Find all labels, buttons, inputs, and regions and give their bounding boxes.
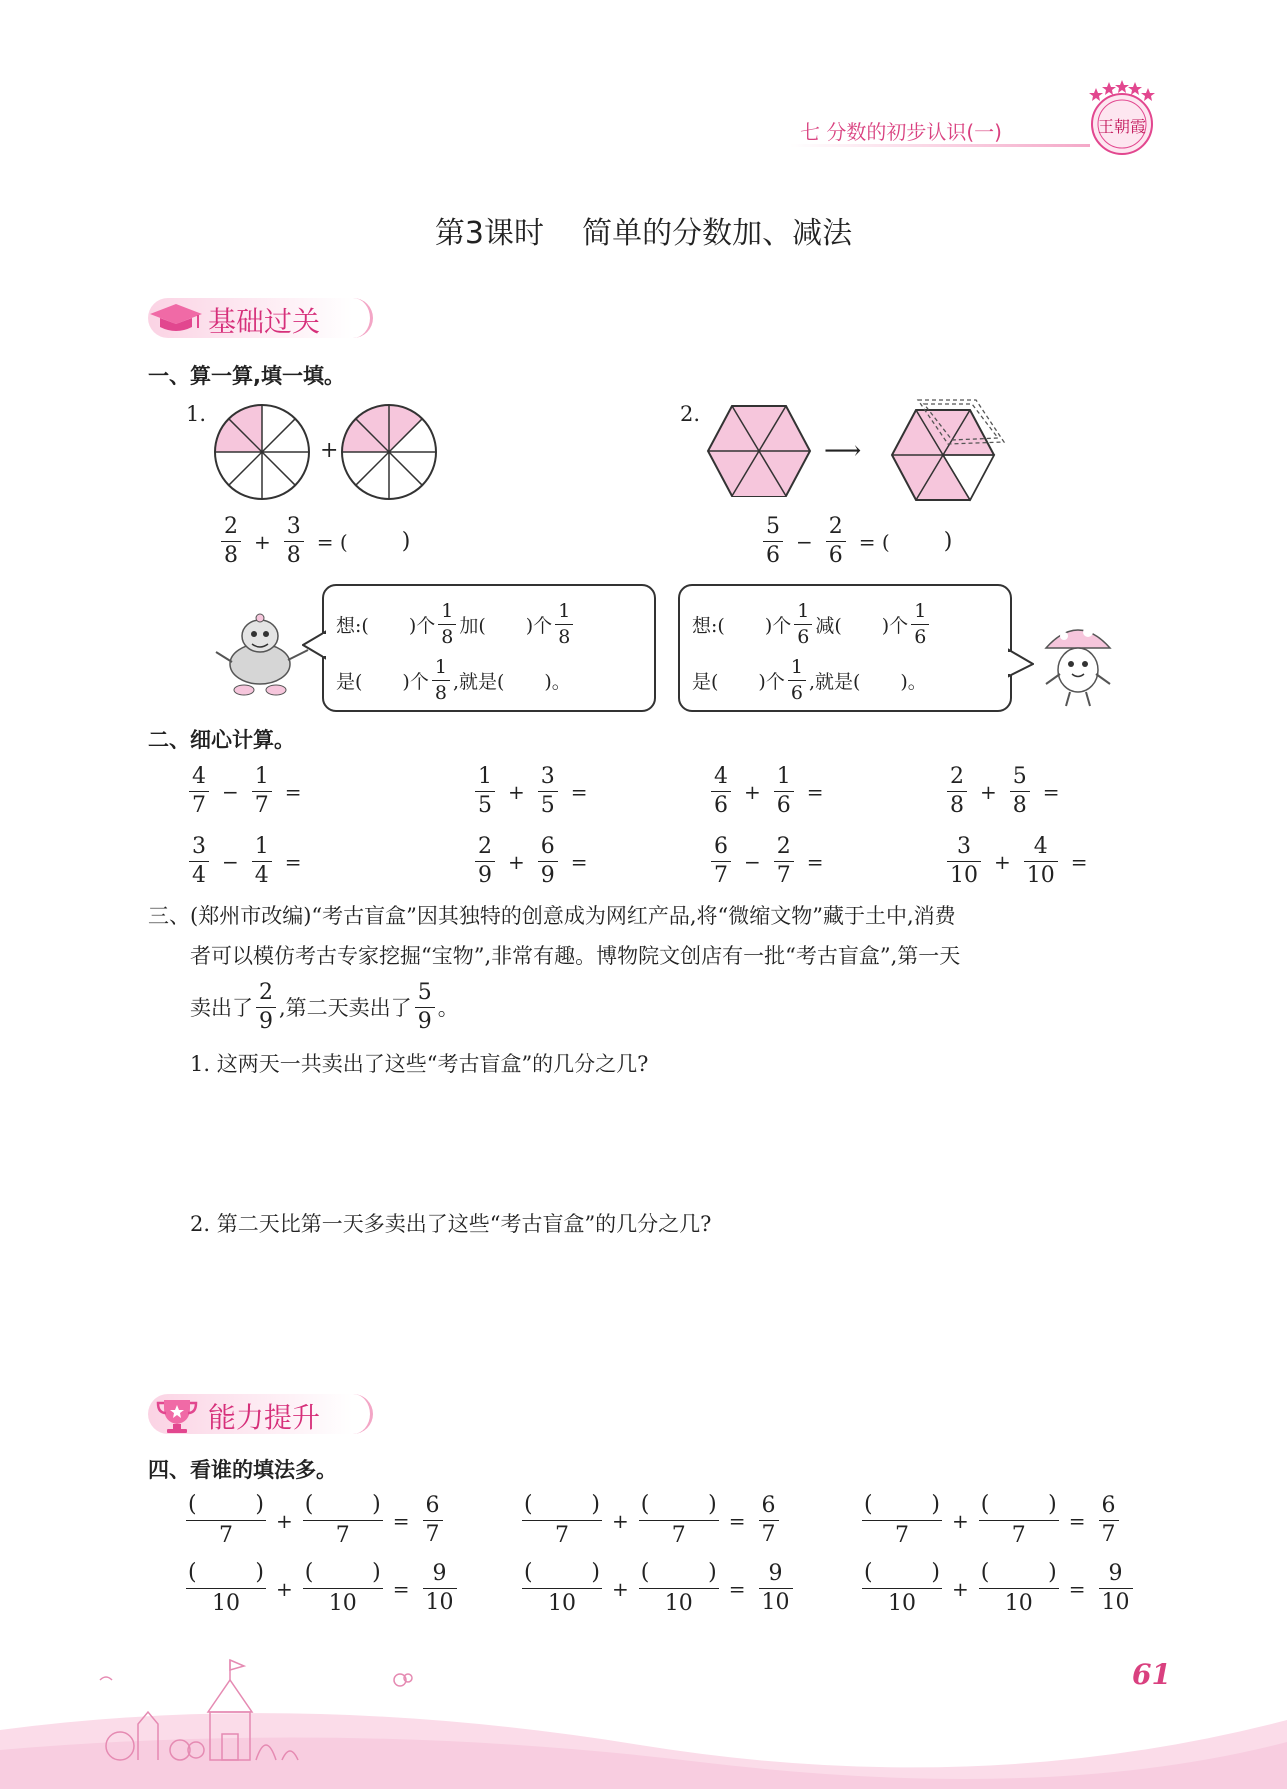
blank-fraction[interactable]: ( ) 7 xyxy=(188,1492,264,1548)
q3-sub1: 1. 这两天一共卖出了这些“考古盲盒”的几分之几? xyxy=(190,1052,649,1076)
bubble-tail xyxy=(1008,648,1034,678)
q3-answer-area-1[interactable] xyxy=(190,1090,1090,1200)
blank-fraction[interactable]: ( ) 10 xyxy=(188,1560,264,1616)
q2-calculation-grid xyxy=(186,766,1106,896)
lesson-title: 第3课时 简单的分数加、减法 xyxy=(434,216,853,251)
badge-text: 王朝霞 xyxy=(1097,117,1147,136)
brand-badge-icon xyxy=(1078,78,1166,158)
q3-sub2: 2. 第二天比第一天多卖出了这些“考古盲盒”的几分之几? xyxy=(190,1212,712,1236)
fill-item: ( ) 10 + ( ) 10 = $\frac{9}{10}$ xyxy=(862,1562,1136,1615)
circle-eighths-three-shaded xyxy=(340,403,438,501)
blank-fraction[interactable]: ( ) 10 xyxy=(980,1560,1057,1616)
q1-title: 一、算一算,填一填。 xyxy=(148,364,345,388)
fill-item: ( ) 7 + ( ) 7 = $\frac{6}{7}$ xyxy=(186,1494,446,1547)
mushroom-mascot-icon xyxy=(1040,614,1116,710)
q1-p2-expression: 5 6 − $\frac{2}{6}$ = ( ) xyxy=(760,516,952,567)
calc-item: 3 10 + $\frac{4}{10}$ = xyxy=(944,836,1158,887)
q1-p2-number: 2. xyxy=(680,402,701,426)
circle-eighths-two-shaded xyxy=(213,403,311,501)
q3-answer-area-2[interactable] xyxy=(190,1250,1090,1360)
q1-p1-number: 1. xyxy=(186,402,207,426)
blank-fraction[interactable]: ( ) 7 xyxy=(304,1492,381,1548)
hexagon-sixths-removed xyxy=(888,398,1014,502)
section-label: 基础过关 xyxy=(208,305,321,338)
blank-fraction[interactable]: ( ) 10 xyxy=(304,1560,381,1616)
section-label: 能力提升 xyxy=(208,1401,321,1434)
blank-fraction[interactable]: ( ) 10 xyxy=(640,1560,717,1616)
blank-fraction[interactable]: ( ) 7 xyxy=(864,1492,940,1548)
blank-fraction[interactable]: ( ) 7 xyxy=(980,1492,1057,1548)
plus-sign: + xyxy=(320,438,339,463)
fill-item: ( ) 10 + ( ) 10 = $\frac{9}{10}$ xyxy=(186,1562,460,1615)
trophy-icon xyxy=(154,1396,200,1434)
section-banner-advanced xyxy=(148,1394,373,1434)
blank-fraction[interactable]: ( ) 7 xyxy=(524,1492,600,1548)
section-banner-basic xyxy=(148,298,373,338)
q3-line1: 三、(郑州市改编)“考古盲盒”因其独特的创意成为网红产品,将“微缩文物”藏于土中,消费 xyxy=(148,904,956,928)
calc-item: 2 8 + $\frac{5}{8}$ = xyxy=(944,766,1130,817)
fill-item: ( ) 7 + ( ) 7 = $\frac{6}{7}$ xyxy=(522,1494,782,1547)
page-number: 61 xyxy=(1132,1658,1171,1691)
q1-p1-expression: 2 8 + $\frac{3}{8}$ = ( ) xyxy=(218,516,410,567)
q3-line2: 者可以模仿考古专家挖掘“宝物”,非常有趣。博物院文创店有一批“考古盲盒”,第一天 xyxy=(190,944,961,968)
arrow-icon: ⟶ xyxy=(824,436,862,466)
bubble-tail xyxy=(302,630,326,660)
calc-item: 4 7 − $\frac{1}{7}$ = xyxy=(186,766,372,817)
calc-item: 1 5 + $\frac{3}{5}$ = xyxy=(472,766,658,817)
hexagon-sixths-five-shaded xyxy=(706,404,812,498)
fill-item: ( ) 10 + ( ) 10 = $\frac{9}{10}$ xyxy=(522,1562,796,1615)
q2-title: 二、细心计算。 xyxy=(148,728,295,752)
fill-item: ( ) 7 + ( ) 7 = $\frac{6}{7}$ xyxy=(862,1494,1122,1547)
q3-line3: 卖出了 2 9 ,第二天卖出了 5 9 。 xyxy=(190,980,459,1034)
blank-fraction[interactable]: ( ) 7 xyxy=(640,1492,717,1548)
calc-item: 2 9 + $\frac{6}{9}$ = xyxy=(472,836,658,887)
q4-fill-grid xyxy=(186,1494,1146,1634)
header-underline xyxy=(790,144,1090,147)
castle-wave-decoration xyxy=(0,1650,1287,1789)
calc-item: 6 7 − $\frac{2}{7}$ = xyxy=(708,836,894,887)
calc-item: 4 6 + $\frac{1}{6}$ = xyxy=(708,766,894,817)
graduation-cap-icon xyxy=(148,300,204,338)
blank-fraction[interactable]: ( ) 10 xyxy=(524,1560,600,1616)
peanut-mascot-icon xyxy=(210,604,314,700)
blank-fraction[interactable]: ( ) 10 xyxy=(864,1560,940,1616)
chapter-header: 七 分数的初步认识(一) xyxy=(800,120,1002,144)
q4-title: 四、看谁的填法多。 xyxy=(148,1458,337,1482)
hint-bubble-right: 想:( )个 1 6 减( )个 1 6 是( )个 1 6 ,就是( )。 xyxy=(678,584,1012,712)
hint-bubble-left: 想:( )个 1 8 加( )个 1 8 是( )个 1 8 ,就是( )。 xyxy=(322,584,656,712)
calc-item: 3 4 − $\frac{1}{4}$ = xyxy=(186,836,372,887)
